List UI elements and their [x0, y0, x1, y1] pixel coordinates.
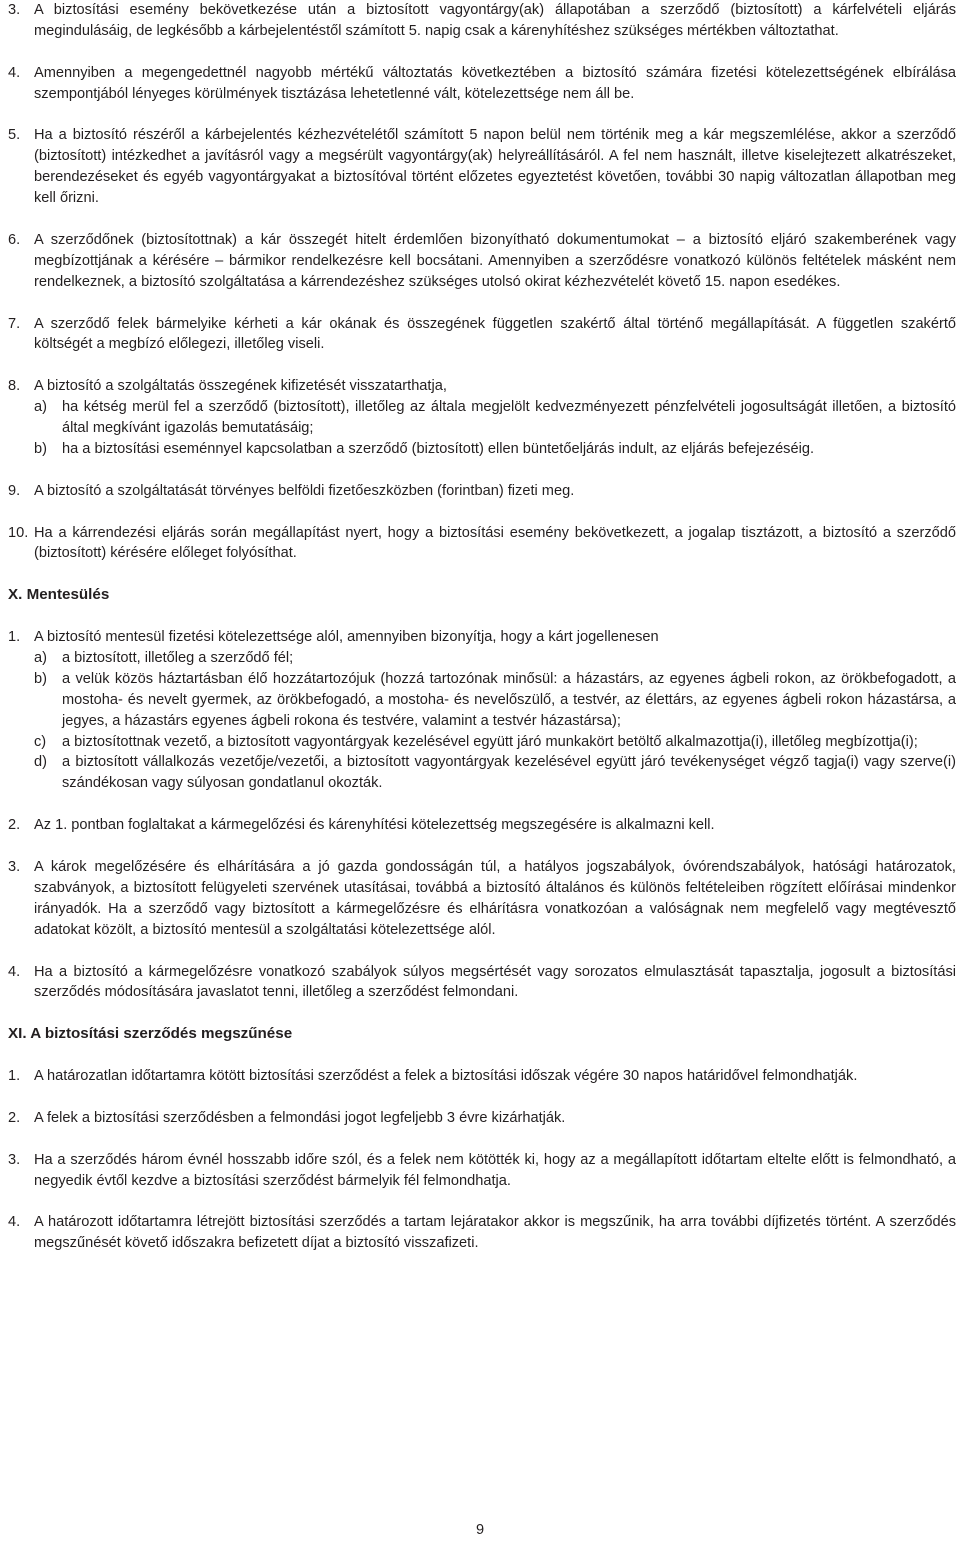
clause-text: A károk megelőzésére és elhárítására a jó gazda gondosságán túl, a hatályos jogszabályok, óvórendszabályok, hatósági határozatok, szabványok, a biztosított felügyeleti szervének utasításai, továbbá a biztosító általános és különös feltételeiben rögzített előírásai mindenkor irányadók. Ha a szerződő vagy biztosított a kármegelőzésre és elhárításra vonatkozóan a valóságnak nem megfelelő vagy megtévesztő adatokat közölt, a biztosító mentesül a szolgáltatási kötelezettsége alól. [34, 858, 956, 938]
clause-text: A határozatlan időtartamra kötött biztosítási szerződést a felek a biztosítási időszak végére 30 napos határidővel felmondhatják. [34, 1068, 858, 1084]
clause-number: 3. [8, 2, 21, 18]
clause-text: Ha a biztosító a kármegelőzésre vonatkozó szabályok súlyos megsértését vagy sorozatos elmulasztását tapasztalja, jogosult a biztosítási szerződés módosítására javaslatot tenni, illetőleg a szerződést felmondani. [34, 963, 956, 1001]
clause-xi-4 [8, 1212, 956, 1254]
clause-text: Ha a kárrendezési eljárás során megállapítást nyert, hogy a biztosítási esemény bekövetkezett, a jogalap tisztázott, a biztosító a szerződő (biztosított) kérésére előleget folyósíthat. [34, 524, 956, 562]
sub-clause-letter: c) [34, 733, 47, 750]
sub-clause-letter: d) [34, 754, 47, 771]
clause-3 [8, 0, 956, 42]
clause-number: 3. [8, 858, 21, 875]
clause-number: 4. [8, 1214, 21, 1231]
document-page [8, 0, 956, 1275]
sub-clause-text: ha a biztosítási eseménnyel kapcsolatban a szerződő (biztosított) ellen büntetőeljárás indult, az eljárás befejezéséig. [62, 440, 815, 457]
sub-clause-letter: b) [34, 440, 47, 457]
clause-text: A biztosító a szolgáltatását törvényes belföldi fizetőeszközben (forintban) fizeti meg. [34, 482, 575, 499]
clause-number: 9. [8, 482, 21, 499]
sub-clause-letter: a) [34, 649, 47, 666]
clause-6 [8, 230, 956, 293]
clause-9 [8, 481, 956, 502]
clause-text: Amennyiben a megengedettnél nagyobb mértékű változtatás következtében a biztosító számára fizetési kötelezettségének elbírálása szempontjából lényeges körülmények tisztázása lehetetlenné vált, kötelezettsége nem áll be. [34, 64, 956, 102]
clause-x-3 [8, 857, 956, 941]
clause-number: 8. [8, 378, 21, 395]
clause-number: 1. [8, 1068, 21, 1084]
sub-clause-text: ha kétség merül fel a szerződő (biztosított), illetőleg az általa megjelölt kedvezményezett pénzfelvételi jogosultságát illetően, a biztosító által megkívánt igazolás bemutatásáig; [62, 399, 956, 437]
clause-number: 2. [8, 1109, 21, 1126]
clause-text: A felek a biztosítási szerződésben a felmondási jogot legfeljebb 3 évre kizárhatják. [34, 1109, 566, 1126]
clause-4 [8, 63, 956, 105]
sub-clause [34, 732, 956, 753]
clause-text: A biztosítási esemény bekövetkezése után a biztosított vagyontárgy(ak) állapotában a szerződő (biztosított) a kárfelvételi eljárás megindulásáig, de legkésőbb a kárbejelentéstől számított 5. napig csak a kárenyhítéshez szükséges mértékben változtathat. [34, 2, 956, 39]
sub-clause-text: a biztosított, illetőleg a szerződő fél; [62, 649, 294, 666]
clause-number: 4. [8, 963, 21, 980]
clause-number: 4. [8, 64, 21, 81]
clause-5 [8, 125, 956, 209]
clause-xi-2 [8, 1108, 956, 1129]
clause-8 [8, 376, 956, 460]
clause-text: Az 1. pontban foglaltakat a kármegelőzési és kárenyhítési kötelezettség megszegésére is alkalmazni kell. [34, 817, 715, 834]
section-heading: XI. A biztosítási szerződés megszűnése [8, 1025, 293, 1043]
clause-xi-1 [8, 1066, 956, 1087]
clause-x-2 [8, 815, 956, 836]
clause-number: 6. [8, 231, 21, 248]
sub-clause [34, 648, 956, 669]
clause-number: 7. [8, 315, 21, 332]
clause-intro: A biztosító mentesül fizetési kötelezettsége alól, amennyiben bizonyítja, hogy a kárt jogellenesen [34, 629, 659, 646]
clause-text: A szerződőnek (biztosítottnak) a kár összegét hitelt érdemlően bizonyítható dokumentumokat – a biztosító eljáró szakemberének vagy megbízottjának a kérésére – bármikor rendelkezésre kell bocsátani. Amennyiben a szerződésre vonatkozó különös feltételek másként nem rendelkeznek, a biztosító szolgáltatása a kárrendezéshez szükséges utolsó okirat kézhezvételét követő 15. napon esedékes. [34, 231, 956, 290]
sub-clause [34, 439, 956, 460]
clause-text: Ha a szerződés három évnél hosszabb időre szól, és a felek nem kötötték ki, hogy az a megállapított időtartam eltelte előtt is felmondható, a negyedik évtől kezdve a biztosítási szerződést bármelyik fél felmondhatja. [34, 1151, 956, 1189]
sub-clause-letter: a) [34, 399, 47, 416]
sub-clause [34, 669, 956, 732]
clause-number: 1. [8, 629, 21, 646]
sub-clause [34, 397, 956, 439]
sub-clause-text: a velük közös háztartásban élő hozzátartozójuk (hozzá tartozónak minősül: a házastárs, az egyenes ágbeli rokon, az örökbefogadott, a mostoha- és nevelt gyermek, az örökbefogadó, a mostoha- és nevelőszülő, a testvér, az élettárs, az egyenes ágbeli rokon házastársa, a jegyes, a házastárs egyenes ágbeli rokona és testvére, valamint a testvér házastársa); [62, 670, 956, 729]
clause-x-1 [8, 627, 956, 794]
clause-text: A határozott időtartamra létrejött biztosítási szerződés a tartam lejáratakor akkor is megszűnik, ha arra további díjfizetés történt. A szerződés megszűnését követő időszakra befizetett díjat a biztosító visszafizeti. [34, 1214, 956, 1252]
clause-number: 2. [8, 817, 21, 834]
sub-clause-text: a biztosítottnak vezető, a biztosított vagyontárgyak kezelésével együtt járó munkakört betöltő alkalmazottja(i), illetőleg megbízottja(i); [62, 733, 918, 750]
clause-x-4 [8, 962, 956, 1004]
clause-intro: A biztosító a szolgáltatás összegének kifizetését visszatarthatja, [34, 378, 447, 395]
sub-clause-text: a biztosított vállalkozás vezetője/vezetői, a biztosított vagyontárgyak kezelésével együtt járó tevékenységet végző tagja(i) vagy szerve(i) szándékosan vagy súlyosan gondatlanul okozták. [62, 754, 956, 792]
clause-number: 3. [8, 1151, 21, 1168]
clause-7 [8, 314, 956, 356]
section-heading: X. Mentesülés [8, 586, 110, 604]
clause-text: A szerződő felek bármelyike kérheti a kár okának és összegének független szakértő által történő megállapítását. A független szakértő költségét a megbízó előlegezi, illetőleg viseli. [34, 315, 956, 353]
page-number: 9 [475, 1522, 485, 1538]
sub-clause-letter: b) [34, 670, 47, 687]
clause-text: Ha a biztosító részéről a kárbejelentés kézhezvételétől számított 5 napon belül nem történik meg a kár megszemlélése, akkor a szerződő (biztosított) intézkedhet a javításról vagy a megsérült vagyontárgy(ak) helyreállításáról. A fel nem használt, illetve kiselejtezett alkatrészeket, berendezéseket és egyéb vagyontárgyakat a biztosítóval történt előzetes egyeztetést követően, további 30 napig változatlan állapotban meg kell őrizni. [34, 127, 956, 207]
clause-number: 5. [8, 127, 21, 144]
clause-xi-3 [8, 1150, 956, 1192]
clause-number: 10. [8, 524, 29, 541]
clause-10 [8, 523, 956, 565]
sub-clause [34, 752, 956, 794]
